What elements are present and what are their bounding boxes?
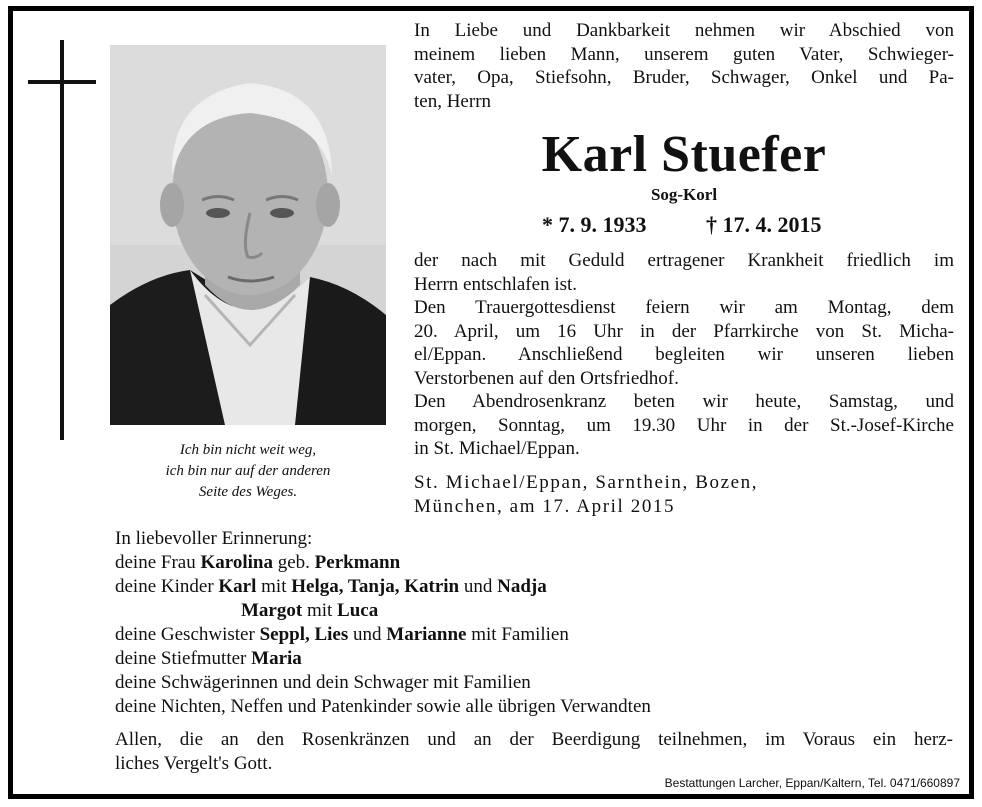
child-partner: Luca [337, 600, 379, 621]
und-word: und [353, 624, 382, 645]
child-partner-last: Nadja [497, 576, 547, 597]
intro-line: In Liebe und Dankbarkeit nehmen wir Abschied von [414, 20, 954, 41]
birth-date: * 7. 9. 1933 [542, 212, 647, 237]
body-line: el/Eppan. Anschließend begleiten wir unseren lieben [414, 344, 954, 365]
cross-icon [60, 40, 64, 440]
intro-line: ten, Herrn [414, 90, 492, 112]
body-line: in St. Michael/Eppan. [414, 438, 580, 459]
family-relatives-line: deine Nichten, Neffen und Patenkinder sowie alle übrigen Verwandten [115, 696, 651, 717]
wife-geb: geb. [277, 552, 310, 573]
family-stepmother-line [115, 647, 965, 671]
siblings-prefix: deine Geschwister [115, 624, 255, 645]
family-wife-line [115, 551, 965, 575]
portrait-photo [110, 45, 386, 425]
family-siblings-line [115, 623, 965, 647]
child-name: Karl [218, 576, 257, 597]
body-line: morgen, Sonntag, um 19.30 Uhr in der St.-Josef-Kirche [414, 414, 954, 436]
body-line: Den Trauergottesdienst feiern wir am Montag, dem [414, 297, 954, 318]
death-date: † 17. 4. 2015 [706, 212, 822, 237]
body-line: Herrn entschlafen ist. [414, 273, 578, 295]
deceased-name: Karl Stuefer [541, 126, 827, 183]
intro-line: vater, Opa, Stiefsohn, Bruder, Schwager, Onkel und Pa- [414, 67, 954, 88]
place-line: St. Michael/Eppan, Sarnthein, Bozen, [414, 472, 759, 493]
intro-line: meinem lieben Mann, unserem guten Vater, Schwieger- [414, 43, 954, 65]
sibling-last: Marianne [386, 624, 467, 645]
mit-word: mit [261, 576, 287, 597]
quote-line: Ich bin nicht weit weg, [179, 442, 317, 458]
undertaker-credit: Bestattungen Larcher, Eppan/Kaltern, Tel. 0471/660897 [664, 776, 960, 790]
intro-paragraph [414, 19, 954, 113]
family-list [115, 527, 965, 719]
child-partners: Helga, Tanja, Katrin [291, 576, 460, 597]
family-children-line-2 [115, 599, 965, 623]
place-line: München, am 17. April 2015 [414, 496, 676, 517]
sibling-names: Seppl, Lies [259, 624, 349, 645]
child-name: Margot [241, 600, 303, 621]
wife-maiden-name: Perkmann [314, 552, 401, 573]
closing-line: liches Vergelt's Gott. [115, 753, 273, 774]
siblings-suffix: mit Familien [471, 624, 569, 645]
family-inlaws-line: deine Schwägerinnen und dein Schwager mit Familien [115, 672, 531, 693]
memorial-quote [110, 440, 386, 503]
place-date [414, 471, 954, 519]
body-line: Den Abendrosenkranz beten wir heute, Samstag, und [414, 391, 954, 412]
body-line: 20. April, um 16 Uhr in der Pfarrkirche von St. Micha- [414, 320, 954, 342]
body-line: der nach mit Geduld ertragener Krankheit friedlich im [414, 250, 954, 271]
und-word: und [463, 576, 493, 597]
cross-icon-bar [28, 80, 96, 84]
closing-line: Allen, die an den Rosenkränzen und an der Beerdigung teilnehmen, im Voraus ein herz- [115, 729, 953, 750]
quote-line: ich bin nur auf der anderen [165, 463, 331, 479]
closing-thanks [115, 728, 953, 776]
wife-name: Karolina [200, 552, 273, 573]
portrait-photo-image [110, 45, 386, 425]
deceased-nickname: Sog-Korl [650, 185, 718, 204]
children-prefix: deine Kinder [115, 576, 214, 597]
body-paragraph [414, 249, 954, 461]
mit-word: mit [306, 600, 333, 621]
wife-prefix: deine Frau [115, 552, 196, 573]
stepmother-name: Maria [251, 648, 302, 669]
quote-line: Seite des Weges. [198, 484, 298, 500]
body-line: Verstorbenen auf den Ortsfriedhof. [414, 367, 679, 389]
family-children-line [115, 575, 965, 599]
stepmother-prefix: deine Stiefmutter [115, 648, 247, 669]
family-heading: In liebevoller Erinnerung: [115, 528, 313, 549]
